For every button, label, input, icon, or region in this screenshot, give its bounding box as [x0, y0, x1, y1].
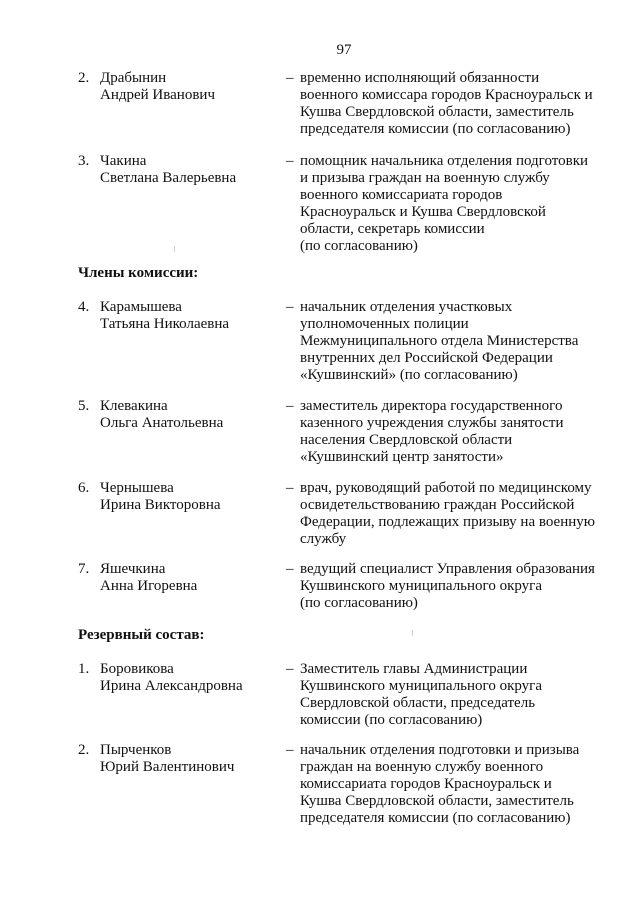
role-line: области, секретарь комиссии: [300, 221, 485, 237]
member-number: 6.: [78, 480, 90, 496]
role-line: Свердловской области, председатель: [300, 695, 536, 711]
member-role: [300, 561, 606, 612]
role-line: казенного учреждения службы занятости: [300, 415, 564, 431]
member-surname: Чернышева: [100, 480, 174, 496]
role-line: Заместитель главы Администрации: [300, 661, 528, 677]
member-surname: Клевакина: [100, 398, 168, 414]
scan-speck: [412, 630, 413, 636]
member-name: [78, 561, 273, 595]
role-line: (по согласованию): [300, 595, 418, 611]
role-line: Кушва Свердловской области, заместитель: [300, 104, 574, 120]
member-name: [78, 153, 273, 187]
role-line: Кушвинского муниципального округа: [300, 578, 542, 594]
member-number: 4.: [78, 299, 90, 315]
role-line: (по согласованию): [300, 238, 418, 254]
role-line: Кушвинского муниципального округа: [300, 678, 542, 694]
role-line: граждан на военную службу военного: [300, 759, 544, 775]
member-name: [78, 398, 273, 432]
role-line: Федерации, подлежащих призыву на военную: [300, 514, 595, 530]
role-line: «Кушвинский центр занятости»: [300, 449, 504, 465]
member-given-names: Ольга Анатольевна: [100, 415, 224, 431]
dash-separator: –: [286, 398, 294, 414]
member-given-names: Анна Игоревна: [100, 578, 198, 594]
role-line: Красноуральск и Кушва Свердловской: [300, 204, 546, 220]
dash-separator: –: [286, 661, 294, 677]
role-line: внутренних дел Российской Федерации: [300, 350, 553, 366]
role-line: комиссариата городов Красноуральск и: [300, 776, 552, 792]
member-number: 7.: [78, 561, 90, 577]
dash-separator: –: [286, 299, 294, 315]
role-line: заместитель директора государственного: [300, 398, 563, 414]
scan-speck: [174, 246, 175, 252]
member-given-names: Ирина Александровна: [100, 678, 243, 694]
member-surname: Чакина: [100, 153, 147, 169]
member-given-names: Светлана Валерьевна: [100, 170, 237, 186]
member-surname: Яшечкина: [100, 561, 166, 577]
member-role: [300, 153, 606, 255]
member-number: 2.: [78, 70, 90, 86]
role-line: ведущий специалист Управления образования: [300, 561, 595, 577]
role-line: Кушва Свердловской области, заместитель: [300, 793, 574, 809]
page-number: 97: [336, 42, 352, 58]
role-line: помощник начальника отделения подготовки: [300, 153, 589, 169]
role-line: председателя комиссии (по согласованию): [300, 121, 571, 137]
role-line: Межмуниципального отдела Министерства: [300, 333, 579, 349]
member-name: [78, 480, 273, 514]
role-line: председателя комиссии (по согласованию): [300, 810, 571, 826]
role-line: уполномоченных полиции: [300, 316, 469, 332]
section-heading: Члены комиссии:: [78, 265, 199, 281]
dash-separator: –: [286, 480, 294, 496]
role-line: освидетельствованию граждан Российской: [300, 497, 575, 513]
member-given-names: Юрий Валентинович: [100, 759, 235, 775]
member-name: [78, 661, 273, 695]
member-name: [78, 299, 273, 333]
member-given-names: Татьяна Николаевна: [100, 316, 230, 332]
role-line: временно исполняющий обязанности: [300, 70, 540, 86]
role-line: населения Свердловской области: [300, 432, 513, 448]
member-surname: Пырченков: [100, 742, 172, 758]
role-line: военного комиссара городов Красноуральск и: [300, 87, 593, 103]
member-role: [300, 398, 606, 466]
member-role: [300, 480, 606, 548]
dash-separator: –: [286, 561, 294, 577]
member-role: [300, 661, 606, 729]
member-number: 5.: [78, 398, 90, 414]
role-line: «Кушвинский» (по согласованию): [300, 367, 518, 383]
member-role: [300, 70, 606, 138]
member-number: 1.: [78, 661, 90, 677]
role-line: начальник отделения участковых: [300, 299, 513, 315]
member-role: [300, 742, 606, 827]
role-line: комиссии (по согласованию): [300, 712, 483, 728]
role-line: врач, руководящий работой по медицинскому: [300, 480, 592, 496]
member-surname: Карамышева: [100, 299, 182, 315]
role-line: службу: [300, 531, 347, 547]
member-surname: Боровикова: [100, 661, 174, 677]
dash-separator: –: [286, 742, 294, 758]
role-line: и призыва граждан на военную службу: [300, 170, 550, 186]
dash-separator: –: [286, 153, 294, 169]
dash-separator: –: [286, 70, 294, 86]
member-name: [78, 742, 273, 776]
member-given-names: Андрей Иванович: [100, 87, 215, 103]
member-role: [300, 299, 606, 384]
role-line: начальник отделения подготовки и призыва: [300, 742, 580, 758]
member-given-names: Ирина Викторовна: [100, 497, 221, 513]
role-line: военного комиссариата городов: [300, 187, 503, 203]
section-heading: Резервный состав:: [78, 627, 205, 643]
member-number: 3.: [78, 153, 90, 169]
member-name: [78, 70, 273, 104]
member-surname: Драбынин: [100, 70, 167, 86]
member-number: 2.: [78, 742, 90, 758]
